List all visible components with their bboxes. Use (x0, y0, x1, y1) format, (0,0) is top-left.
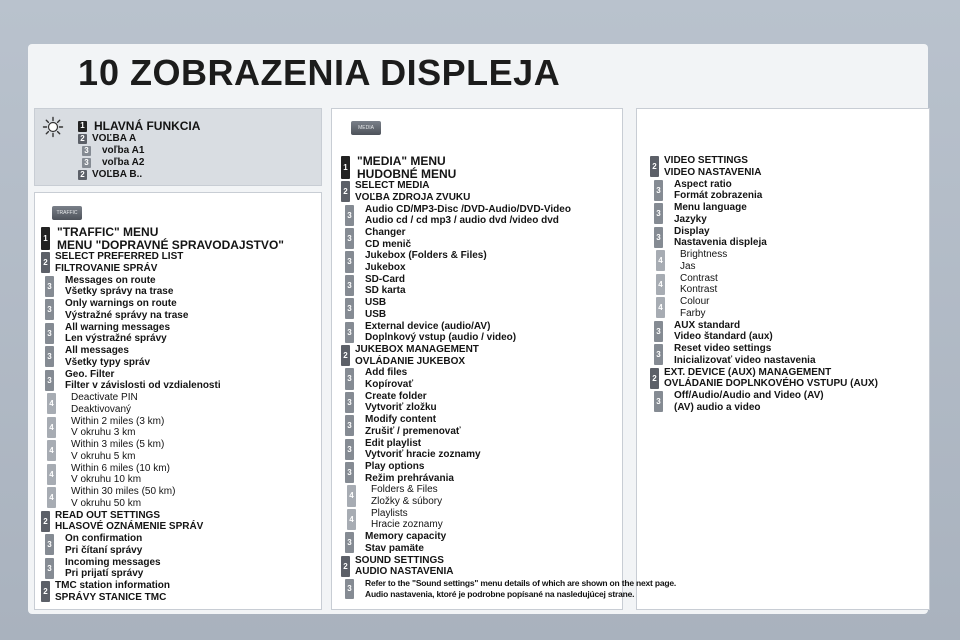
menu-level-badge: 3 (345, 415, 354, 436)
menu-level-badge: 4 (656, 250, 665, 271)
sun-icon (42, 116, 64, 138)
menu-level-badge: 3 (82, 158, 91, 168)
menu-item-label: Memory capacity (365, 531, 447, 543)
menu-item-label: HUDOBNÉ MENU (357, 166, 457, 181)
menu-level-badge: 4 (656, 297, 665, 318)
menu-item-label: Add files (365, 367, 408, 379)
menu-level-badge: 3 (654, 203, 663, 224)
menu-item-label: All warning messages (65, 321, 171, 333)
menu-item-label: OVLÁDANIE JUKEBOX (355, 355, 466, 367)
menu-item-label: Jazyky (674, 213, 707, 225)
menu-level-badge: 2 (341, 345, 350, 366)
menu-level-badge: 2 (41, 581, 50, 602)
menu-level-badge: 4 (47, 440, 56, 461)
menu-item-label: Hracie zoznamy (371, 519, 443, 531)
menu-level-badge: 3 (654, 227, 663, 248)
menu-item-label: Kontrast (680, 284, 718, 296)
menu-level-badge: 3 (45, 323, 54, 344)
menu-item-label: Incoming messages (65, 556, 161, 568)
menu-level-badge: 4 (347, 485, 356, 506)
menu-item-label: Formát zobrazenia (674, 190, 763, 202)
menu-item-label: Colour (680, 296, 710, 307)
menu-level-badge: 3 (345, 322, 354, 343)
menu-level-badge: 2 (41, 252, 50, 273)
menu-level-badge: 2 (78, 170, 87, 180)
menu-item-label: Within 3 miles (5 km) (71, 439, 165, 451)
menu-item-label: Within 30 miles (50 km) (71, 486, 176, 498)
menu-level-badge: 3 (345, 228, 354, 249)
menu-item-label: Aspect ratio (674, 178, 732, 190)
menu-level-badge: 3 (345, 205, 354, 226)
menu-level-badge: 3 (45, 276, 54, 297)
menu-level-badge: 3 (82, 146, 91, 156)
menu-item-label: Play options (365, 461, 425, 472)
menu-item-label: Playlists (371, 507, 408, 519)
menu-item-label: Pri čítaní správy (65, 544, 143, 556)
menu-item-label: Menu language (674, 202, 747, 213)
menu-level-badge: 3 (345, 532, 354, 553)
menu-item-label: Audio CD/MP3-Disc /DVD-Audio/DVD-Video (365, 203, 571, 215)
menu-item-label: Within 2 miles (3 km) (71, 415, 165, 427)
menu-item-label: Všetky typy správ (65, 356, 151, 368)
menu-item-label: Stav pamäte (365, 542, 424, 554)
menu-item-label: voľba A1 (102, 145, 145, 157)
menu-item-label: VOĽBA ZDROJA ZVUKU (355, 191, 471, 203)
menu-item-label: "TRAFFIC" MENU (57, 225, 159, 239)
menu-item-label: Len výstražné správy (65, 333, 167, 345)
menu-item-label: VOĽBA B.. (92, 169, 143, 181)
menu-level-badge: 3 (345, 439, 354, 460)
menu-item-label: SD karta (365, 285, 406, 297)
menu-item-label: EXT. DEVICE (AUX) MANAGEMENT (664, 366, 832, 378)
menu-item-label: Jas (680, 260, 696, 272)
menu-level-badge: 2 (78, 134, 87, 144)
menu-level-badge: 1 (341, 156, 350, 179)
menu-level-badge: 3 (45, 299, 54, 320)
menu-level-badge: 4 (47, 393, 56, 414)
menu-item-label: (AV) audio a video (674, 401, 761, 413)
menu-item-label: Inicializovať video nastavenia (674, 354, 816, 366)
menu-item-label: V okruhu 10 km (71, 474, 142, 486)
menu-item-label: Geo. Filter (65, 368, 115, 380)
menu-level-badge: 3 (654, 344, 663, 365)
menu-level-badge: 3 (345, 368, 354, 389)
menu-level-badge: 4 (347, 509, 356, 530)
menu-item-label: Video štandard (aux) (674, 331, 773, 343)
menu-level-badge: 2 (650, 368, 659, 389)
menu-item-label: SPRÁVY STANICE TMC (55, 591, 167, 603)
menu-item-label: Farby (680, 307, 706, 319)
chapter-number: 10 (78, 52, 121, 93)
menu-item-label: SOUND SETTINGS (355, 554, 444, 566)
menu-item-label: Kopírovať (365, 378, 414, 390)
menu-item-label: Changer (365, 227, 406, 238)
menu-level-badge: 3 (345, 251, 354, 272)
menu-item-label: Vytvoriť hracie zoznamy (365, 449, 481, 461)
menu-item-label: Deaktivovaný (71, 403, 132, 415)
menu-item-label: Pri prijatí správy (65, 568, 144, 580)
menu-item-label: Reset video settings (674, 343, 772, 354)
menu-item-label: HLASOVÉ OZNÁMENIE SPRÁV (55, 521, 204, 533)
menu-level-badge: 3 (45, 346, 54, 367)
menu-item-label: Brightness (680, 249, 728, 260)
menu-level-badge: 1 (78, 121, 87, 132)
menu-level-badge: 4 (47, 417, 56, 438)
menu-item-label: Off/Audio/Audio and Video (AV) (674, 390, 824, 401)
menu-item-label: Messages on route (65, 274, 156, 286)
menu-item-label: SD-Card (365, 273, 406, 285)
menu-item-label: Zrušiť / premenovať (365, 425, 461, 437)
menu-item-label: Deactivate PIN (71, 392, 138, 404)
menu-item-label: OVLÁDANIE DOPLNKOVÉHO VSTUPU (AUX) (664, 378, 878, 390)
menu-item-label: Audio nastavenia, ktoré je podrobne popísané na nasledujúcej strane. (365, 589, 635, 599)
menu-item-label: Vytvoriť zložku (365, 402, 437, 414)
menu-item-label: AUX standard (674, 319, 741, 331)
menu-item-label: Create folder (365, 390, 427, 402)
menu-item-label: Within 6 miles (10 km) (71, 462, 170, 474)
menu-level-badge: 3 (345, 392, 354, 413)
menu-item-label: Display (674, 225, 710, 237)
menu-item-label: voľba A2 (102, 157, 145, 169)
menu-item-label: Refer to the "Sound settings" menu details of which are shown on the next page. (365, 578, 677, 588)
menu-item-label: "MEDIA" MENU (357, 154, 446, 168)
menu-item-label: READ OUT SETTINGS (55, 509, 161, 521)
menu-level-badge: 3 (345, 298, 354, 319)
menu-level-badge: 2 (650, 156, 659, 177)
menu-item-label: Filter v závislosti od vzdialenosti (65, 380, 221, 392)
menu-item-label: Jukebox (Folders & Files) (365, 250, 487, 262)
menu-item-label: Only warnings on route (65, 298, 177, 310)
menu-item-label: Výstražné správy na trase (65, 309, 189, 321)
menu-level-badge: 2 (341, 181, 350, 202)
menu-item-label: All messages (65, 345, 129, 357)
menu-level-badge: 3 (45, 558, 54, 579)
menu-level-badge: 3 (45, 534, 54, 555)
menu-item-label: HLAVNÁ FUNKCIA (94, 119, 201, 133)
menu-item-label: USB (365, 297, 387, 309)
menu-level-badge: 3 (654, 321, 663, 342)
menu-item-label: Folders & Files (371, 484, 438, 496)
menu-item-label: Audio cd / cd mp3 / audio dvd /video dvd (365, 215, 559, 227)
menu-level-badge: 3 (345, 462, 354, 483)
menu-item-label: Zložky & súbory (371, 495, 443, 507)
menu-item-label: Režim prehrávania (365, 472, 454, 484)
menu-item-label: JUKEBOX MANAGEMENT (355, 344, 479, 355)
menu-level-badge: 3 (345, 579, 354, 599)
menu-item-label: Doplnkový vstup (audio / video) (365, 332, 517, 344)
menu-item-label: Všetky správy na trase (65, 286, 174, 298)
menu-item-label: SELECT PREFERRED LIST (55, 251, 184, 263)
menu-level-badge: 3 (345, 275, 354, 296)
menu-level-badge: 4 (47, 464, 56, 485)
media-button-icon: MEDIA (351, 121, 381, 135)
menu-item-label: V okruhu 50 km (71, 497, 142, 509)
menu-item-label: V okruhu 3 km (71, 427, 136, 439)
menu-level-badge: 4 (47, 487, 56, 508)
traffic-button-icon: TRAFFIC (52, 206, 82, 220)
menu-level-badge: 3 (654, 391, 663, 412)
menu-item-label: MENU "DOPRAVNÉ SPRAVODAJSTVO" (57, 237, 284, 252)
menu-item-label: VOĽBA A (92, 133, 137, 144)
menu-level-badge: 1 (41, 227, 50, 250)
menu-item-label: Jukebox (365, 261, 406, 273)
menu-item-label: Nastavenia displeja (674, 237, 767, 249)
menu-item-label: Edit playlist (365, 437, 422, 449)
menu-item-label: On confirmation (65, 533, 143, 545)
menu-level-badge: 4 (656, 274, 665, 295)
menu-item-label: Contrast (680, 272, 718, 284)
menu-item-label: SELECT MEDIA (355, 180, 430, 192)
menu-item-label: VIDEO NASTAVENIA (664, 166, 762, 178)
menu-item-label: External device (audio/AV) (365, 320, 491, 332)
menu-level-badge: 2 (41, 511, 50, 532)
menu-item-label: USB (365, 308, 387, 320)
menu-item-label: AUDIO NASTAVENIA (355, 566, 454, 578)
menu-level-badge: 2 (341, 556, 350, 577)
menu-item-label: VIDEO SETTINGS (664, 155, 748, 166)
menu-item-label: V okruhu 5 km (71, 450, 136, 462)
menu-item-label: CD menič (365, 238, 412, 250)
menu-item-label: Modify content (365, 414, 437, 426)
page-title: ZOBRAZENIA DISPLEJA (130, 52, 561, 93)
menu-item-label: FILTROVANIE SPRÁV (55, 262, 158, 274)
menu-level-badge: 3 (654, 180, 663, 201)
menu-level-badge: 3 (45, 370, 54, 391)
menu-item-label: TMC station information (55, 580, 170, 592)
